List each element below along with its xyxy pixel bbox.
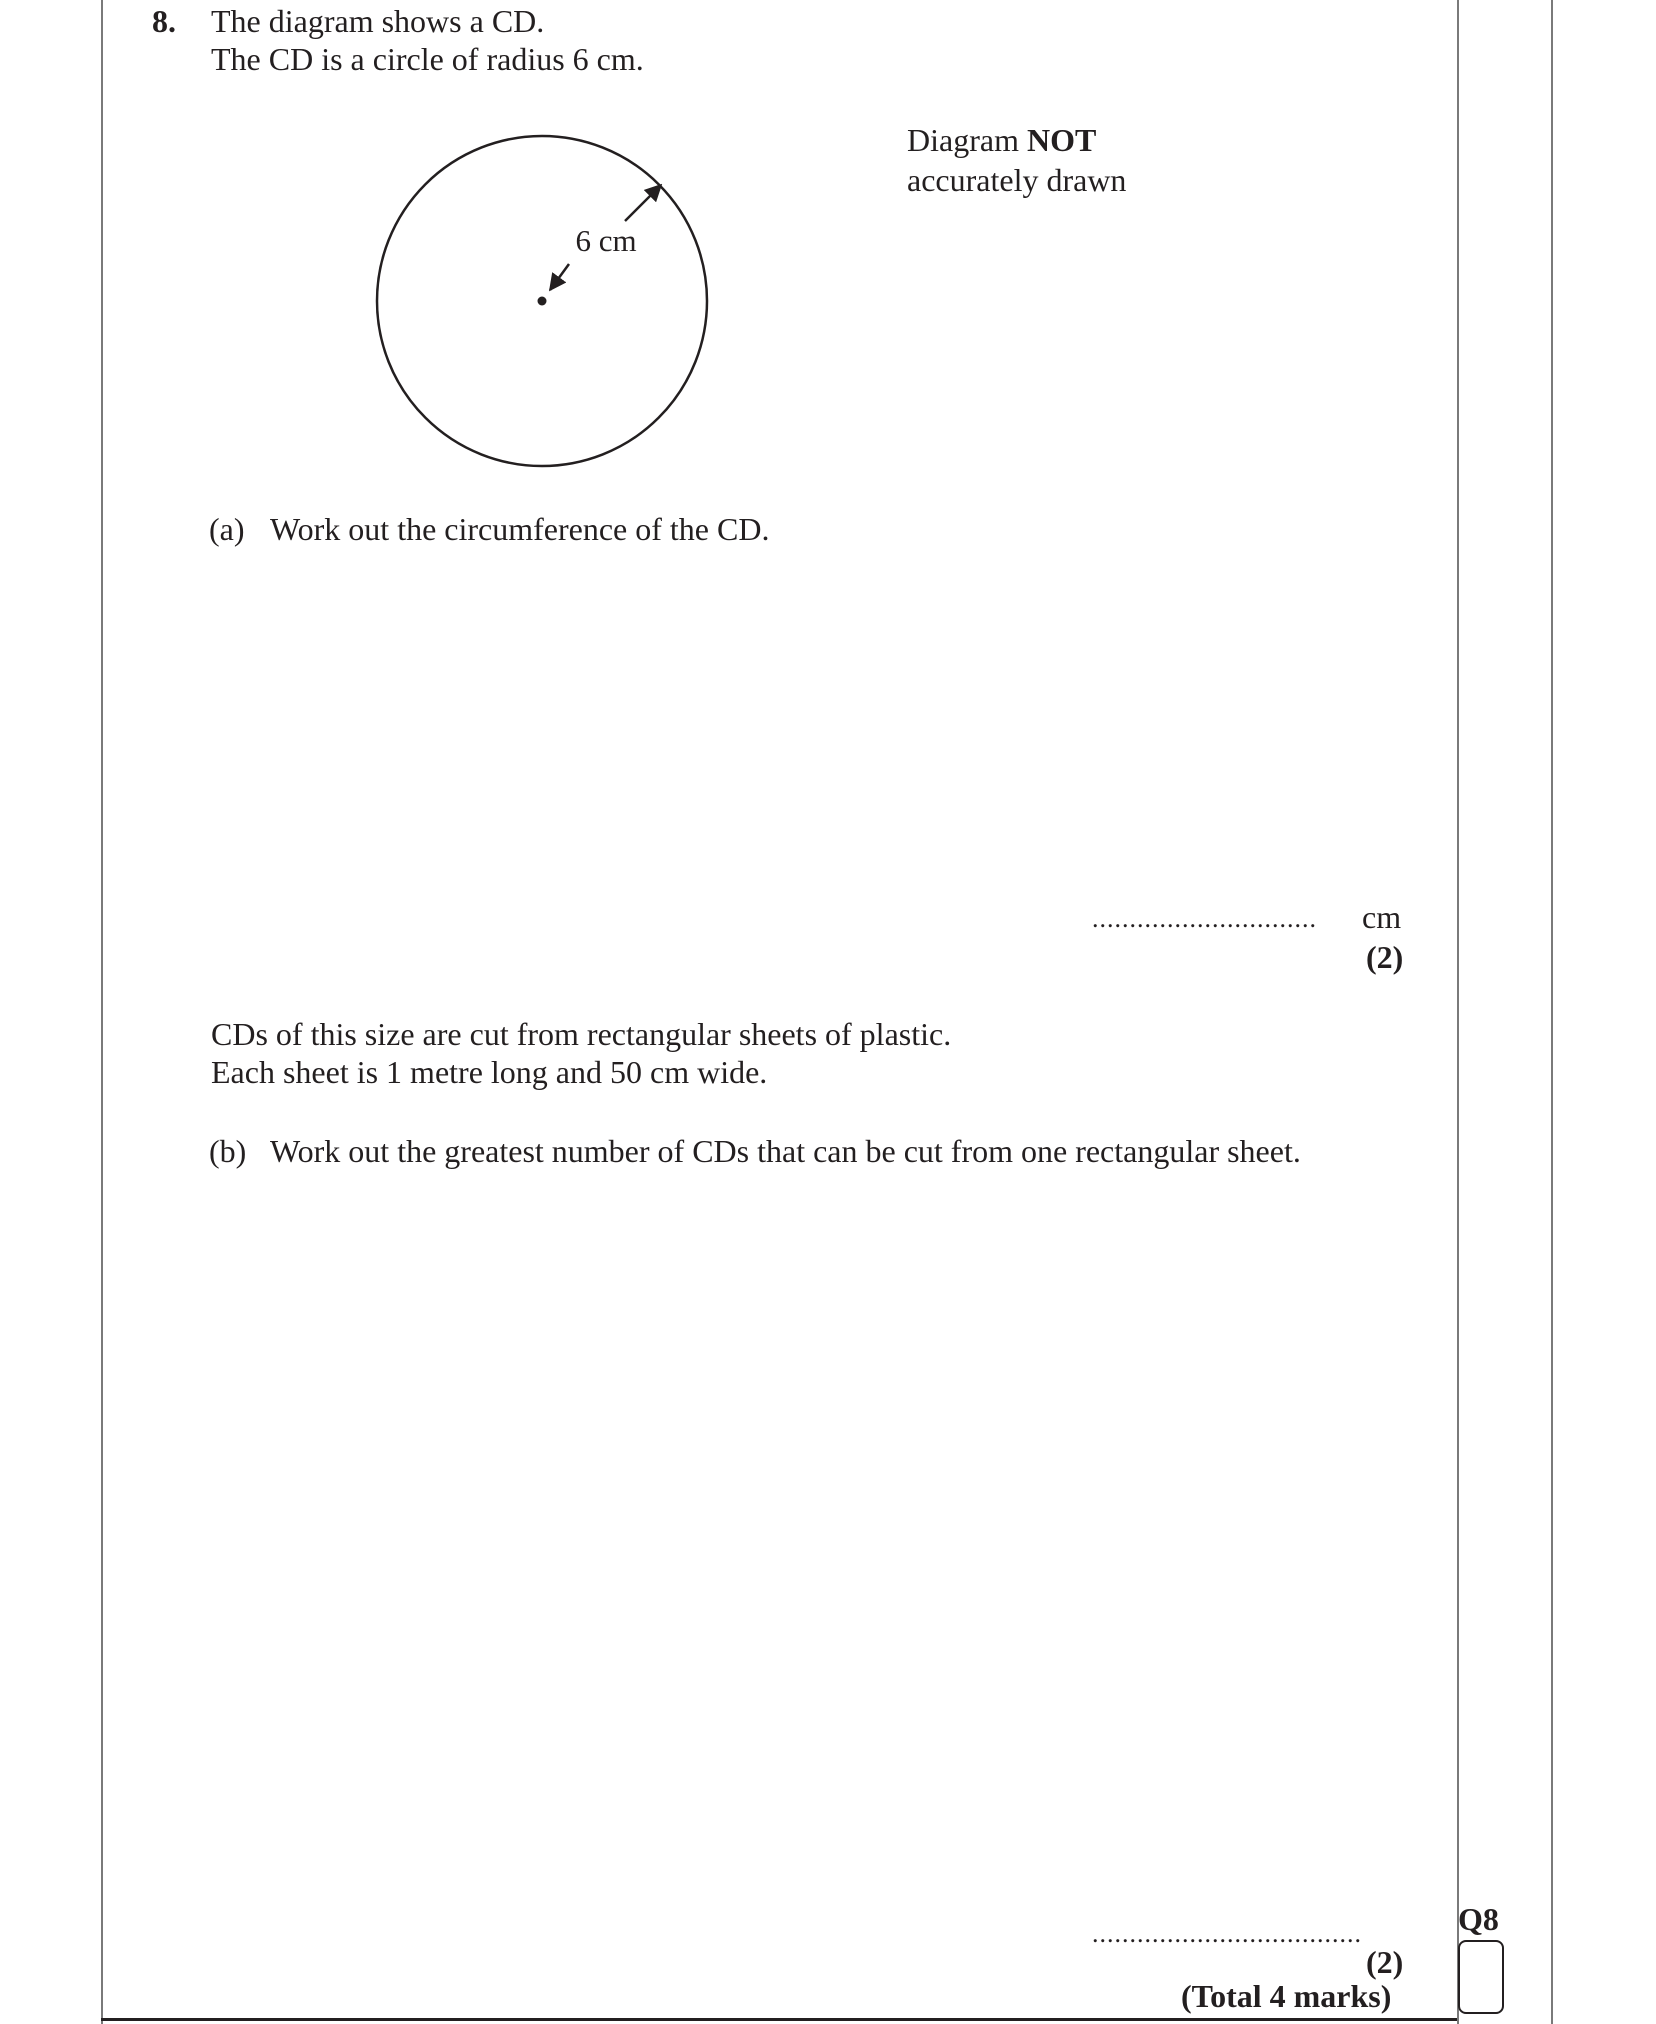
left-margin-rule xyxy=(101,0,103,2024)
context-line1: CDs of this size are cut from rectangular sheets of plastic. xyxy=(211,1016,952,1052)
question-intro-line2: The CD is a circle of radius 6 cm. xyxy=(211,41,644,77)
examiner-mark-box[interactable] xyxy=(1458,1940,1504,2014)
part-a-unit: cm xyxy=(1362,899,1402,935)
part-b-question: Work out the greatest number of CDs that can be cut from one rectangular sheet. xyxy=(270,1133,1301,1169)
diagram-note-line1 xyxy=(907,121,1096,159)
radius-arrow-inner xyxy=(550,264,569,290)
question-intro-line1: The diagram shows a CD. xyxy=(211,3,545,39)
part-b-answer-line[interactable]: .................................... xyxy=(1092,1919,1362,1948)
part-a-answer-line[interactable]: .............................. xyxy=(1092,904,1317,933)
radius-arrow-outer xyxy=(625,185,661,221)
right-margin-rule xyxy=(1551,0,1553,2024)
question-number: 8. xyxy=(152,3,176,39)
part-a-marks: (2) xyxy=(1366,939,1404,975)
part-b-label: (b) xyxy=(209,1133,247,1169)
part-b-marks: (2) xyxy=(1366,1944,1404,1980)
part-a-label: (a) xyxy=(209,511,245,547)
total-marks: (Total 4 marks) xyxy=(1181,1978,1392,2014)
question-code: Q8 xyxy=(1458,1901,1499,1937)
cd-centre-point xyxy=(538,297,547,306)
bottom-rule xyxy=(101,2018,1457,2021)
cd-circle-diagram xyxy=(370,125,730,475)
part-a-question: Work out the circumference of the CD. xyxy=(270,511,770,547)
radius-label: 6 cm xyxy=(575,223,637,258)
marks-column-rule xyxy=(1457,0,1459,2024)
diagram-note-bold: NOT xyxy=(1026,122,1097,158)
diagram-note-line2: accurately drawn xyxy=(907,162,1127,198)
context-line2: Each sheet is 1 metre long and 50 cm wide. xyxy=(211,1054,768,1090)
diagram-note-prefix: Diagram xyxy=(907,122,1027,158)
